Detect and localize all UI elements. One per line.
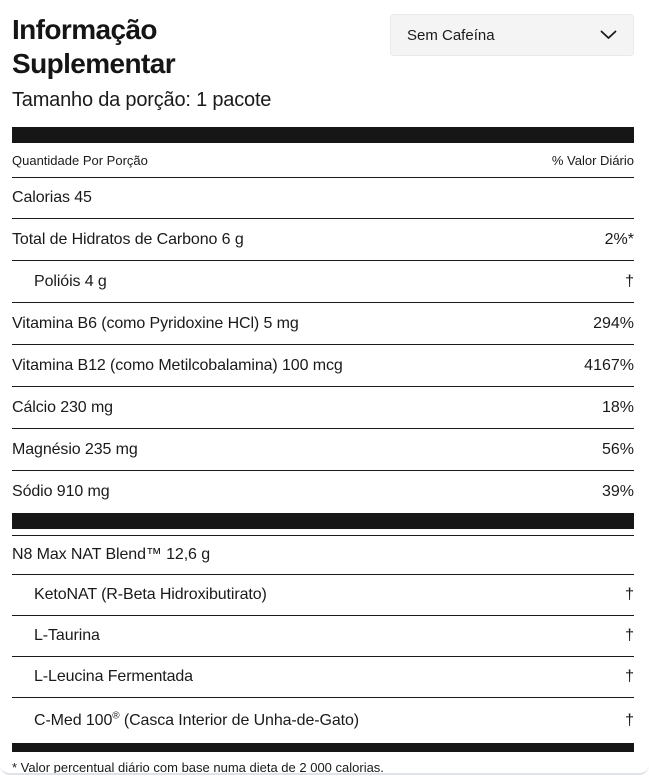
table-row-c-med-100: C-Med 100® (Casca Interior de Unha-de-Gato) † [34,710,634,729]
table-row-l-taurina: L-Taurina † [12,616,634,657]
table-row-vitamina-b12: Vitamina B12 (como Metilcobalamina) 100 mcg 4167% [12,345,634,387]
chevron-down-icon [600,30,617,40]
divider-bar-middle [12,513,634,529]
table-row-poliois: Polióis 4 g † [12,261,634,303]
column-header-daily-value: % Valor Diário [551,152,634,168]
table-row-calcio: Cálcio 230 mg 18% [12,387,634,429]
page-title [12,13,271,81]
table-row-ketonat: KetoNAT (R-Beta Hidroxibutirato) † [12,575,634,616]
panel-header [12,0,634,112]
divider-bar-bottom [12,743,634,752]
column-header-amount: Quantidade Por Porção [12,152,148,168]
table-row-vitamina-b6: Vitamina B6 (como Pyridoxine HCl) 5 mg 294% [12,303,634,345]
table-row-sodio: Sódio 910 mg 39% [12,483,634,500]
table-row-l-leucina: L-Leucina Fermentada † [12,657,634,698]
table-row-carbono: Total de Hidratos de Carbono 6 g 2%* [12,219,634,261]
page-title-line2: Suplementar [12,48,175,79]
flavor-dropdown-value: Sem Cafeína [407,26,495,44]
registered-mark: ® [112,710,120,722]
divider-bar-top [12,127,634,143]
flavor-dropdown[interactable] [390,14,634,56]
footnote: * Valor percentual diário com base numa dieta de 2 000 calorias. [12,760,384,775]
table-column-headers [12,143,634,177]
table-row-magnesio: Magnésio 235 mg 56% [12,429,634,471]
table-row-n8-blend: N8 Max NAT Blend™ 12,6 g [12,535,634,575]
table-row-calorias: Calorias 45 [12,177,634,219]
serving-size-label: Tamanho da porção: 1 pacote [12,89,272,111]
title-block [12,13,271,112]
blend-table [12,535,634,743]
nutrients-table [12,177,634,513]
page-title-line1: Informação [12,14,157,45]
